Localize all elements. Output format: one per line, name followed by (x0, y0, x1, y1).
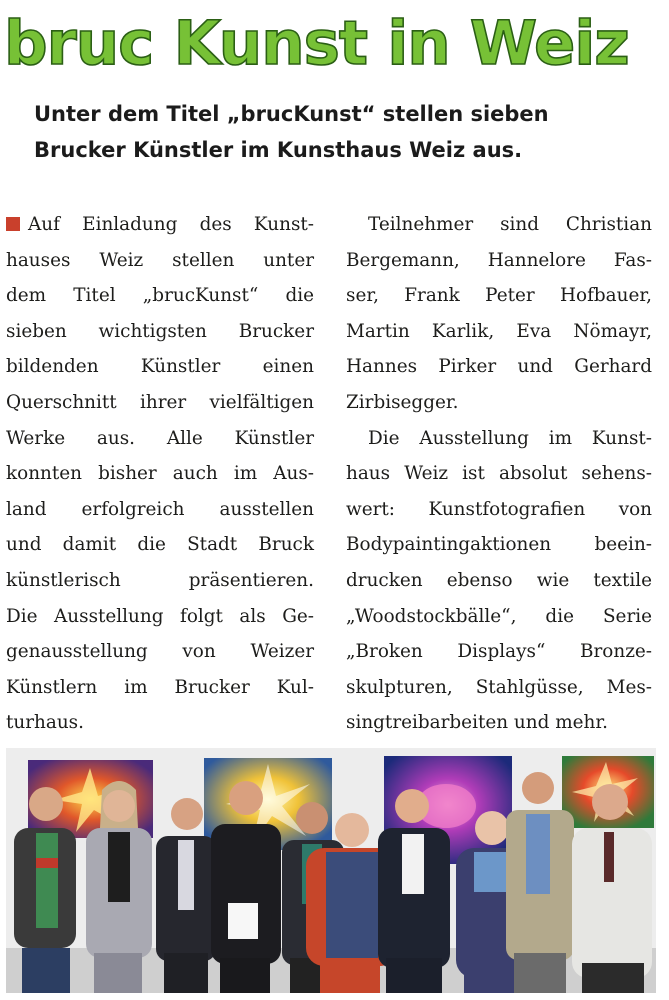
body-line: dem Titel „brucKunst“ die (6, 285, 314, 307)
body-line: Auf Einladung des Kunst- (6, 207, 314, 243)
headline: bruc Kunst in Weiz (4, 8, 629, 79)
body-line: skulpturen, Stahlgüsse, Mes- (346, 676, 652, 698)
body-line: Die Ausstellung folgt als Ge- (6, 605, 314, 627)
body-line: wert: Kunstfotografien von (346, 498, 652, 520)
body-line: sieben wichtigsten Brucker (6, 320, 314, 342)
body-line: bildenden Künstler einen (6, 356, 314, 378)
article-column-right (346, 207, 652, 741)
body-line: turhaus. (6, 712, 84, 734)
body-line: Zirbisegger. (346, 391, 459, 413)
subheadline-line: Brucker Künstler im Kunsthaus Weiz aus. (34, 138, 523, 162)
body-line: Querschnitt ihrer vielfältigen (6, 391, 314, 413)
article-column-left (6, 207, 314, 741)
body-line: hauses Weiz stellen unter (6, 249, 314, 271)
body-line: drucken ebenso wie textile (346, 569, 652, 591)
body-line: künstlerisch präsentieren. (6, 569, 314, 591)
body-line: Martin Karlik, Eva Nömayr, (346, 320, 652, 342)
body-line: und damit die Stadt Bruck (6, 534, 314, 556)
body-line: Hannes Pirker und Gerhard (346, 356, 652, 378)
body-line: „Woodstockbälle“, die Serie (346, 605, 652, 627)
body-line: Künstlern im Brucker Kul- (6, 676, 314, 698)
body-line: Bodypaintingaktionen beein- (346, 534, 652, 556)
paragraph-bullet-icon (6, 217, 20, 231)
subheadline-line: Unter dem Titel „brucKunst“ stellen sieben (34, 102, 549, 126)
group-photo-illustration (6, 748, 656, 993)
body-line: ser, Frank Peter Hofbauer, (346, 285, 652, 307)
subheadline (34, 96, 654, 168)
body-line: konnten bisher auch im Aus- (6, 463, 314, 485)
body-line: land erfolgreich ausstellen (6, 498, 314, 520)
body-line: Teilnehmer sind Christian (368, 214, 652, 235)
body-line: haus Weiz ist absolut sehens- (346, 463, 652, 485)
body-line: genausstellung von Weizer (6, 641, 314, 663)
body-line: „Broken Displays“ Bronze- (346, 641, 652, 663)
body-line: Die Ausstellung im Kunst- (368, 427, 652, 449)
body-line: singtreibarbeiten und mehr. (346, 712, 609, 734)
group-photo (6, 748, 656, 993)
body-line: Bergemann, Hannelore Fas- (346, 249, 652, 271)
body-line: Werke aus. Alle Künstler (6, 427, 314, 449)
